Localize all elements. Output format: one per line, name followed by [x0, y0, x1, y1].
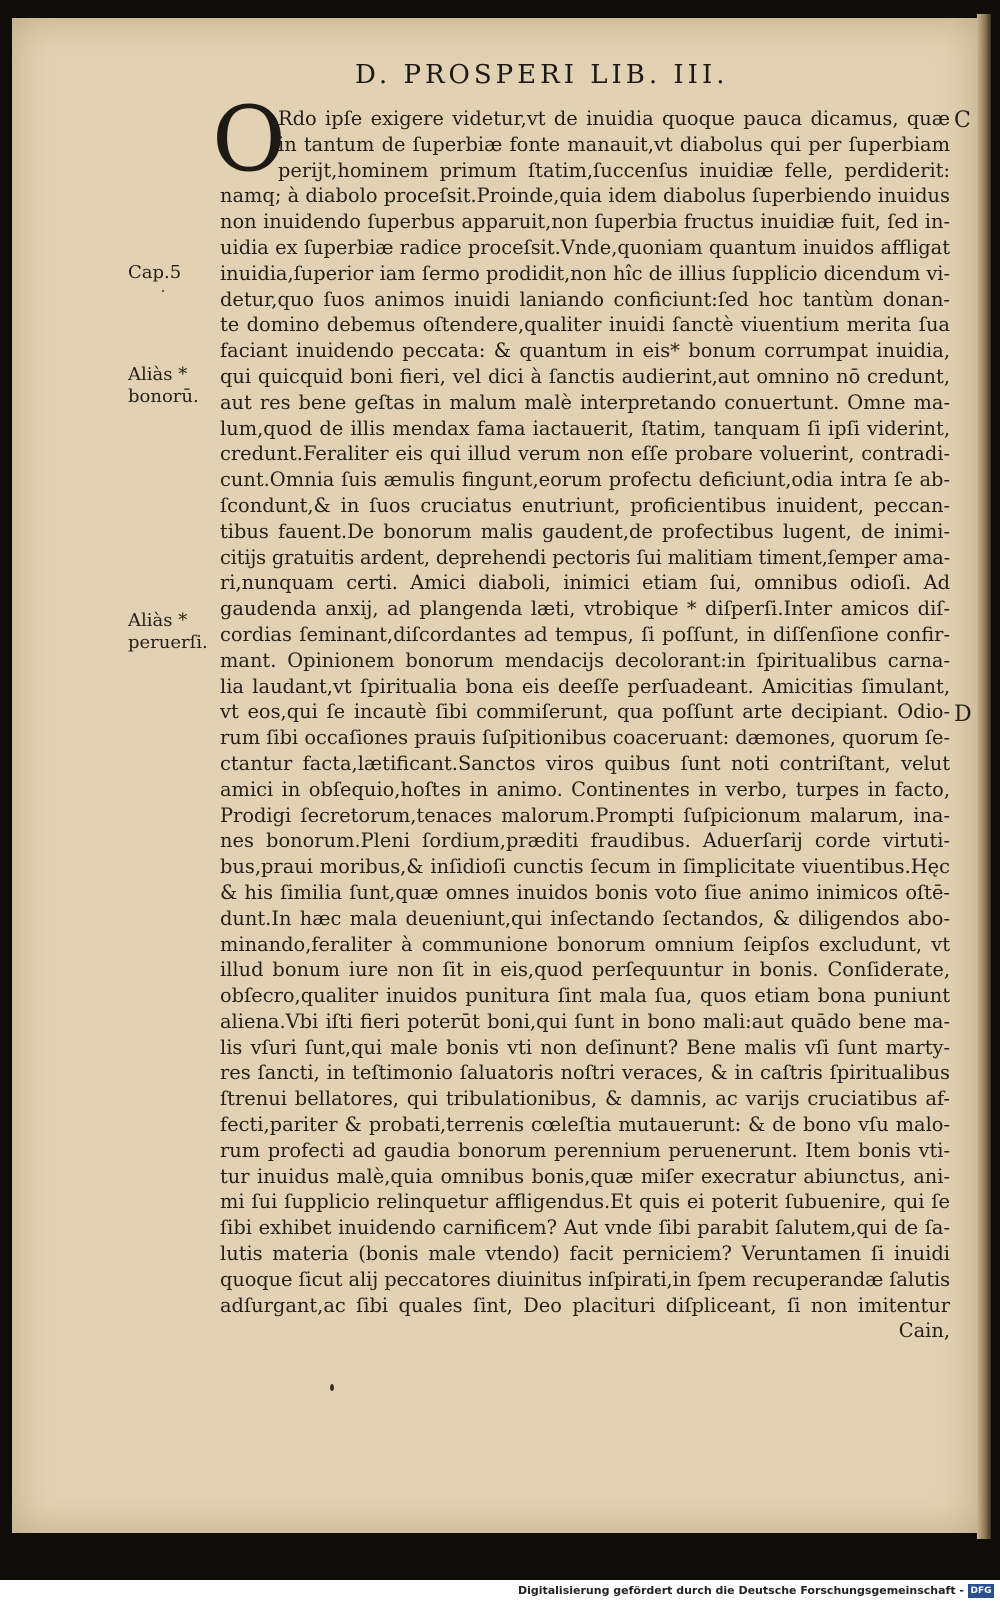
text-line: aliena.Vbi iſti fieri poterūt boni,qui ſunt in bono mali:aut quādo bene ma- [220, 1009, 950, 1033]
text-line: Prodigi ſecretorum,tenaces malorum.Prompti ſuſpicionum malarum, ina- [220, 803, 950, 827]
text-line: namq; à diabolo proceſsit.Proinde,quia idem diabolus ſuperbiendo inuidus [220, 184, 950, 208]
text-line: gaudenda anxij, ad plangenda læti, vtrobique * diſperſi.Inter amicos diſ- [220, 597, 950, 621]
text-line: minando,feraliter à communione bonorum omnium ſeipſos excludunt, vt [220, 932, 950, 956]
text-line: mi ſui ſupplicio relinquetur affligendus.Et quis ei poterit ſubuenire, qui ſe [220, 1190, 950, 1214]
text-line: nes bonorum.Pleni ſordium,præditi fraudibus. Aduerſarij corde virtuti- [220, 829, 950, 853]
text-line: mant. Opinionem bonorum mendacijs decolorant:in ſpiritualibus carna- [220, 648, 950, 672]
catchword: Cain, [898, 1319, 950, 1343]
margin-note-chapter: Cap.5 [128, 262, 182, 283]
text-line: ſcondunt,& in ſuos cruciatus enutriunt, proficientibus inuident, peccan- [220, 493, 950, 517]
text-line: adſurgant,ac ſibi quales ſint, Deo placituri diſpliceant, ſi non imitentur [220, 1293, 950, 1317]
text-line: bus,praui moribus,& inſidioſi cunctis ſecum in ſimplicitate viuentibus.Hęc [220, 855, 950, 879]
text-line: obſecro,qualiter inuidos punitura ſint mala ſua, quos etiam bona puniunt [220, 984, 950, 1008]
text-line: quoque ſicut alij peccatores diuinitus inſpirati,in ſpem recuperandæ ſalutis [220, 1267, 950, 1291]
digitization-footer [0, 1580, 1000, 1603]
drop-initial: O [212, 87, 286, 192]
margin-note-alias: peruerſi. [128, 632, 208, 653]
margin-note-alias: bonorū. [128, 386, 199, 407]
text-line: ctantur facta,lætificant.Sanctos viros quibus ſunt noti contriſtant, velut [220, 751, 950, 775]
ink-speck [162, 290, 164, 292]
text-line: credunt.Feraliter eis qui illud verum non eſſe probare voluerint, contradi- [220, 442, 950, 466]
text-line: res ſancti, in teſtimonio ſaluatoris noſtri veraces, & in caſtris ſpiritualibus [220, 1061, 950, 1085]
text-line: non inuidendo ſuperbus apparuit,non ſuperbia fructus inuidiæ fuit, ſed in- [220, 210, 950, 234]
text-line: detur,quo ſuos animos inuidi laniando conficiunt:ſed hoc tantùm donan- [220, 287, 950, 311]
text-line: illud bonum iure non ſit in eis,quod perſequuntur in bonis. Conſiderate, [220, 958, 950, 982]
section-mark-d: D [954, 702, 972, 727]
ink-speck [330, 1384, 334, 1391]
text-line: rum ſibi occaſiones prauis ſuſpitionibus coaceruant: dæmones, quorum ſe- [220, 726, 950, 750]
text-line: tibus fauent.De bonorum malis gaudent,de profectibus lugent, de inimi- [220, 519, 950, 543]
text-line: cordias ſeminant,diſcordantes ad tempus, ſi poſſunt, in diſſenſione confir- [220, 622, 950, 646]
text-line: qui quicquid boni fieri, vel dici à ſanctis audierint,aut omnino nō credunt, [220, 364, 950, 388]
text-line: faciant inuidendo peccata: & quantum in eis* bonum corrumpat inuidia, [220, 339, 950, 363]
text-line: lia laudant,vt ſpiritualia bona eis deeſſe perſuadeant. Amicitias ſimulant, [220, 674, 950, 698]
text-line: lum,quod de illis mendax fama iactauerit, ſtatim, tanquam ſi ipſi viderint, [220, 416, 950, 440]
dfg-logo: DFG [968, 1584, 994, 1598]
text-line: amici in obſequio,hoſtes in animo. Continentes in verbo, turpes in facto, [220, 777, 950, 801]
text-line: lis vſuri ſunt,qui male bonis vti non deſinunt? Bene malis vſi ſunt marty- [220, 1035, 950, 1059]
text-line: ri,nunquam certi. Amici diaboli, inimici etiam ſui, omnibus odioſi. Ad [220, 571, 950, 595]
margin-note-alias: Aliàs * [128, 364, 188, 385]
text-line: perijt,hominem primum ſtatim,ſuccenſus inuidiæ felle, perdiderit: [278, 158, 950, 182]
text-line: ſibi exhibet inuidendo carnificem? Aut vnde ſibi parabit ſalutem,qui de ſa- [220, 1216, 950, 1240]
text-line: aut res bene geſtas in malum malè interpretando conuertunt. Omne ma- [220, 390, 950, 414]
text-line: dunt.In hæc mala deueniunt,qui inſectando ſectandos, & diligendos abo- [220, 906, 950, 930]
text-line: lutis materia (bonis male vtendo) facit perniciem? Veruntamen ſi inuidi [220, 1242, 950, 1266]
text-line: uidia ex ſuperbiæ radice proceſsit.Vnde,quoniam quantum inuidos affligat [220, 235, 950, 259]
page-edge [977, 14, 991, 1539]
text-line: fecti,pariter & probati,terrenis cœleſtia mutauerunt: & de bono vſu malo- [220, 1113, 950, 1137]
text-line: inuidia,ſuperior iam ſermo prodidit,non hîc de illius ſupplicio dicendum vi- [220, 261, 950, 285]
text-line: cunt.Omnia ſuis æmulis fingunt,eorum profectu deficiunt,odia intra ſe ab- [220, 468, 950, 492]
text-line: tur inuidus malè,quia omnibus bonis,quæ miſer execratur abiunctus, ani- [220, 1164, 950, 1188]
running-header: D. PROSPERI LIB. III. [355, 60, 729, 90]
body-text [220, 106, 950, 1344]
text-line: citijs gratuitis ardent, deprehendi pectoris ſui malitiam timent,ſemper ama- [220, 545, 950, 569]
text-line: in tantum de ſuperbiæ fonte manauit,vt diabolus qui per ſuperbiam [278, 132, 950, 156]
text-line: rum profecti ad gaudia bonorum perennium peruenerunt. Item bonis vti- [220, 1138, 950, 1162]
text-line: Rdo ipſe exigere videtur,vt de inuidia quoque pauca dicamus, quæ [278, 107, 950, 130]
footer-credit: Digitalisierung gefördert durch die Deutsche Forschungsgemeinschaft - [517, 1584, 964, 1597]
margin-note-alias: Aliàs * [128, 610, 188, 631]
text-line: & his ſimilia ſunt,quæ omnes inuidos bonis voto ſiue animo inimicos oſtē- [220, 880, 950, 904]
section-mark-c: C [954, 108, 971, 133]
text-line: te domino debemus oſtendere,qualiter inuidi ſanctè viuentium merita ſua [220, 313, 950, 337]
text-line: ſtrenui bellatores, qui tribulationibus, & damnis, ac varijs cruciatibus af- [220, 1087, 950, 1111]
text-line: vt eos,qui ſe incautè ſibi commiſerunt, qua poſſunt arte decipiant. Odio- [220, 700, 950, 724]
